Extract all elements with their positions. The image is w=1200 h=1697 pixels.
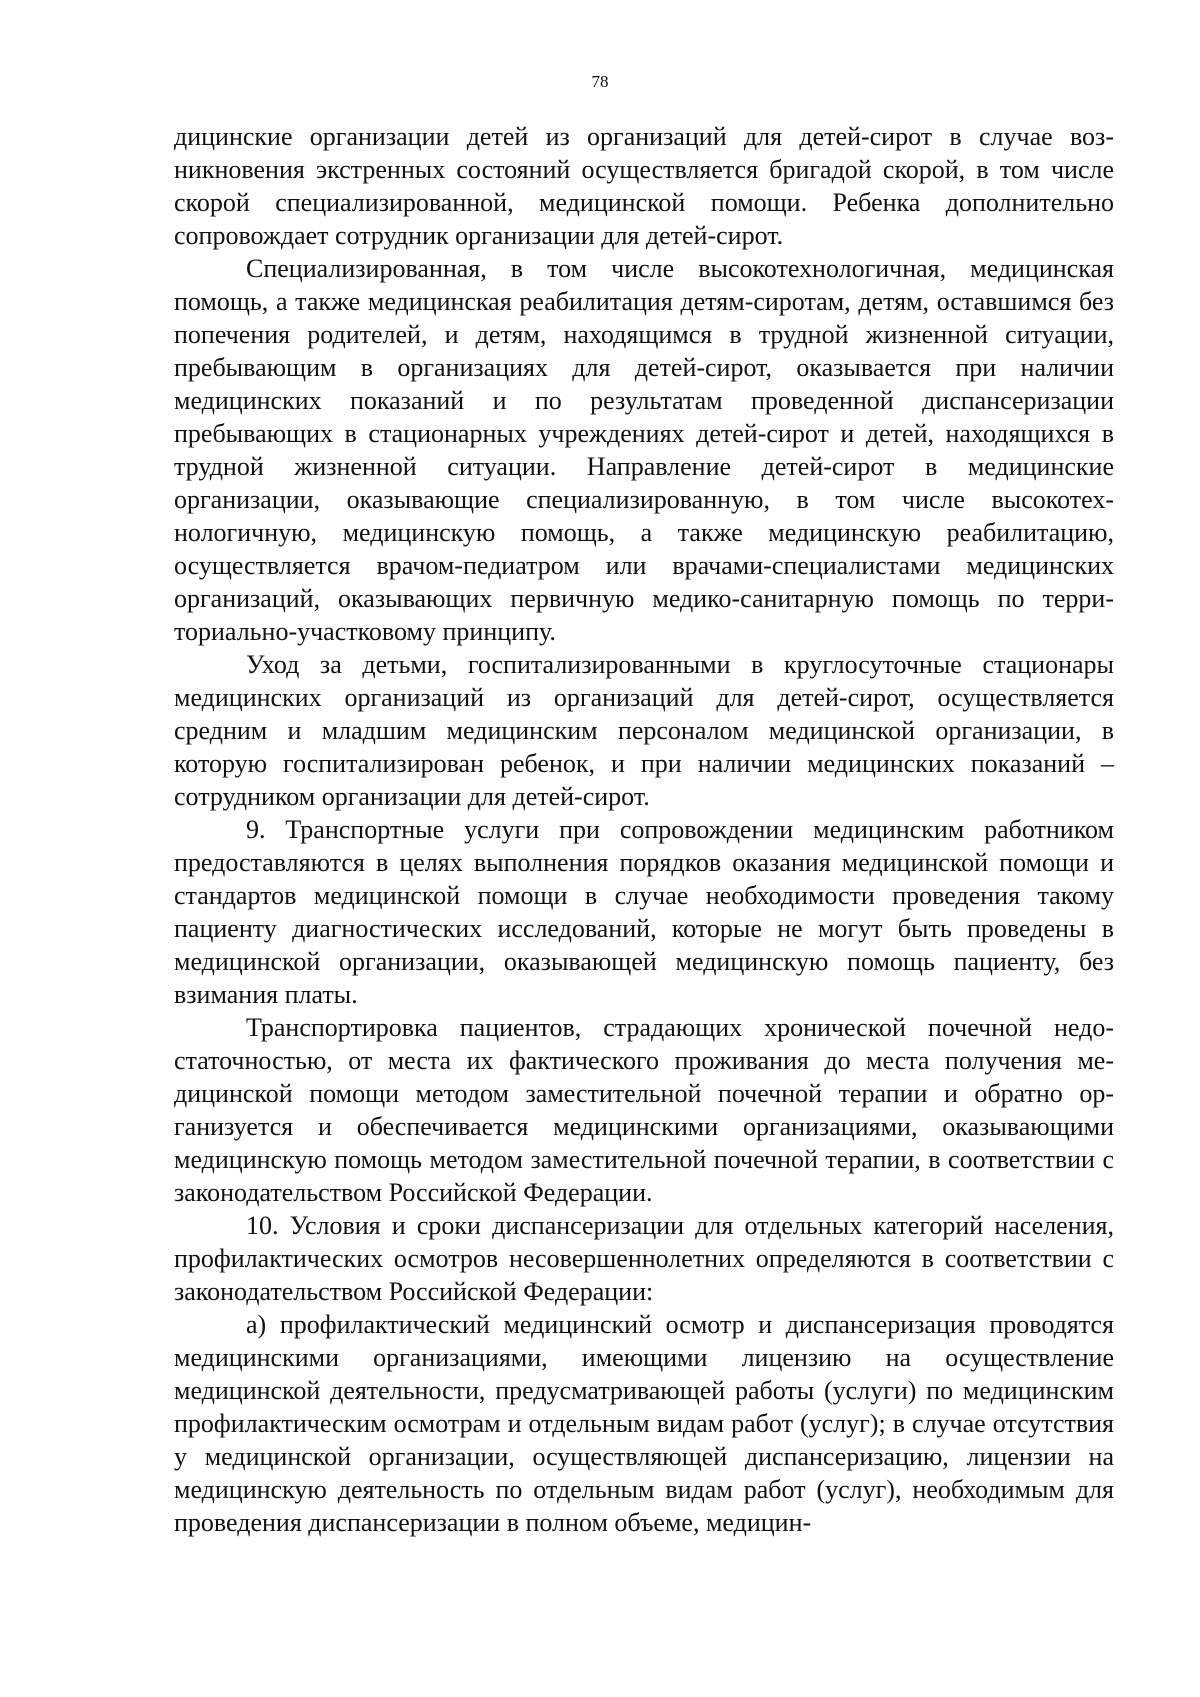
paragraph-hospital-care: Уход за детьми, госпитализированными в круглосуточные стационары медицинских организаций из организаций для детей-сирот, осуществляется средним и младшим медицинским персоналом медицинской организации, в которую госпитализирован ребенок, и при наличии медицинских показаний – сотрудником организации для детей-сирот. [174,650,1114,811]
paragraph-item-10-screening: 10. Условия и сроки диспансеризации для отдельных категорий населения, профилактических осмотров несовершеннолетних определяются в соответствии с законодательством Российской Федерации: [174,1211,1114,1306]
paragraph-subitem-a: а) профилактический медицинский осмотр и диспансеризация проводятся медицинскими организациями, имеющими лицензию на осуществление медицинской деятельности, предусматривающей работы (услуги) по медицинским профилактическим осмотрам и отдельным видам работ (услуг); в случае отсутствия у медицинской организации, осуществляющей диспансеризацию, лицензии на медицинскую деятельность по отдельным видам работ (услуг), необходимым для проведения диспансеризации в полном объеме, медицин- [174,1310,1114,1537]
document-body [174,120,1114,1539]
paragraph-specialized-care: Специализированная, в том числе высокотехнологичная, медицинская помощь, а также медицинская реабилитация детям-сиротам, детям, оставшимся без попечения родителей, и детям, находящимся в трудной жизненной ситуации, пребывающим в организациях для детей-сирот, оказывается при наличии медицинских показаний и по результатам проведенной диспансеризации пребывающих в стационарных учреждениях детей-сирот и детей, находящихся в трудной жизненной ситуации. Направление детей-сирот в медицинские организации, оказывающие специализированную, в том числе высокотехнологичную, медицинскую помощь, а также медицинскую реабилитацию, осуществляется врачом-педиатром или врачами-специалистами медицинских организаций, оказывающих первичную медико-санитарную помощь по территориально-участковому принципу. [174,254,1114,646]
paragraph-continuation: дицинские организации детей из организаций для детей-сирот в случае возникновения экстренных состояний осуществляется бригадой скорой, в том числе скорой специализированной, медицинской помощи. Ребенка дополнительно сопровождает сотрудник организации для детей-сирот. [174,122,1114,250]
paragraph-dialysis-transport: Транспортировка пациентов, страдающих хронической почечной недостаточностью, от места их фактического проживания до места получения медицинской помощи методом заместительной почечной терапии и обратно организуется и обеспечивается медицинскими организациями, оказывающими медицинскую помощь методом заместительной почечной терапии, в соответствии с законодательством Российской Федерации. [174,1013,1114,1207]
paragraph-item-9-transport: 9. Транспортные услуги при сопровождении медицинским работником предоставляются в целях выполнения порядков оказания медицинской помощи и стандартов медицинской помощи в случае необходимости проведения такому пациенту диагностических исследований, которые не могут быть проведены в медицинской организации, оказывающей медицинскую помощь пациенту, без взимания платы. [174,815,1114,1009]
page-number: 78 [591,72,609,91]
